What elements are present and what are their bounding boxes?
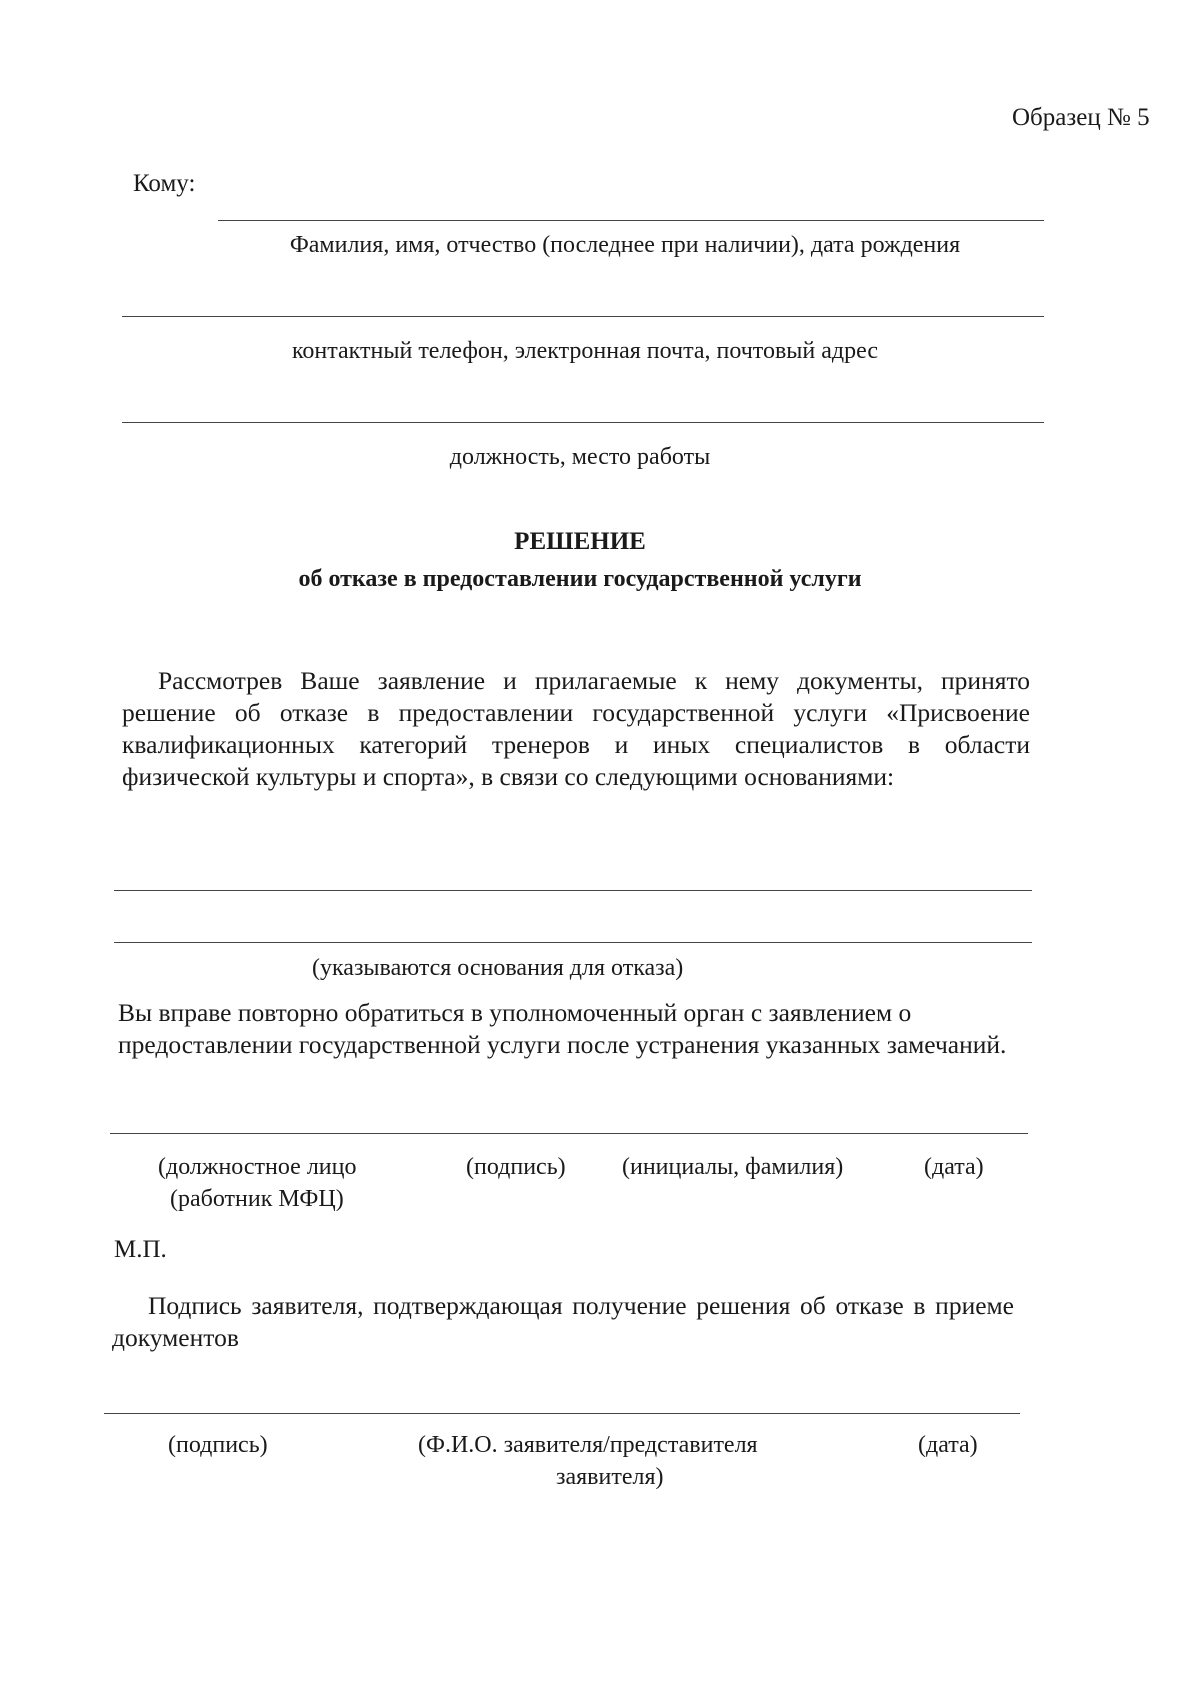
official-initials-caption: (инициалы, фамилия)	[622, 1154, 844, 1180]
decision-body-paragraph	[122, 665, 1030, 793]
decision-subtitle: об отказе в предоставлении государственной услуги	[298, 566, 862, 592]
applicant-text: Подпись заявителя, подтверждающая получение решения об отказе в приеме документов	[112, 1291, 1014, 1352]
recipient-contact-line	[122, 316, 1044, 317]
reasons-line-1	[114, 890, 1032, 891]
official-signature-caption: (подпись)	[466, 1154, 566, 1180]
applicant-signature-line	[104, 1413, 1020, 1414]
recipient-to-label: Кому:	[133, 170, 196, 197]
recipient-name-line	[218, 220, 1044, 221]
recipient-position-line	[122, 422, 1044, 423]
recipient-name-caption: Фамилия, имя, отчество (последнее при наличии), дата рождения	[289, 232, 961, 258]
official-position-caption-1: (должностное лицо	[158, 1154, 357, 1180]
applicant-name-caption-1: (Ф.И.О. заявителя/представителя	[418, 1432, 758, 1458]
official-position-caption-2: (работник МФЦ)	[170, 1186, 344, 1212]
decision-title: РЕШЕНИЕ	[514, 528, 646, 555]
stamp-label: М.П.	[114, 1236, 167, 1263]
official-signature-line	[110, 1133, 1028, 1134]
reapply-paragraph	[118, 997, 1018, 1061]
recipient-contact-caption: контактный телефон, электронная почта, почтовый адрес	[291, 338, 879, 364]
decision-body-text: Рассмотрев Ваше заявление и прилагаемые к нему документы, принято решение об отказе в предоставлении государственной услуги «Присвоение квалификационных категорий тренеров и иных специалистов в области физической культуры и спорта», в связи со следующими основаниями:	[122, 666, 1030, 791]
applicant-name-caption-2: заявителя)	[556, 1464, 664, 1490]
reasons-line-2	[114, 942, 1032, 943]
reasons-caption: (указываются основания для отказа)	[312, 955, 684, 981]
applicant-date-caption: (дата)	[918, 1432, 978, 1458]
applicant-signature-caption: (подпись)	[168, 1432, 268, 1458]
official-date-caption: (дата)	[924, 1154, 984, 1180]
reapply-text: Вы вправе повторно обратиться в уполномоченный орган с заявлением о предоставлении государственной услуги после устранения указанных замечаний.	[118, 998, 1007, 1059]
applicant-paragraph	[112, 1290, 1014, 1354]
recipient-position-caption: должность, место работы	[449, 444, 711, 470]
sample-number-label: Образец № 5	[1012, 104, 1150, 131]
